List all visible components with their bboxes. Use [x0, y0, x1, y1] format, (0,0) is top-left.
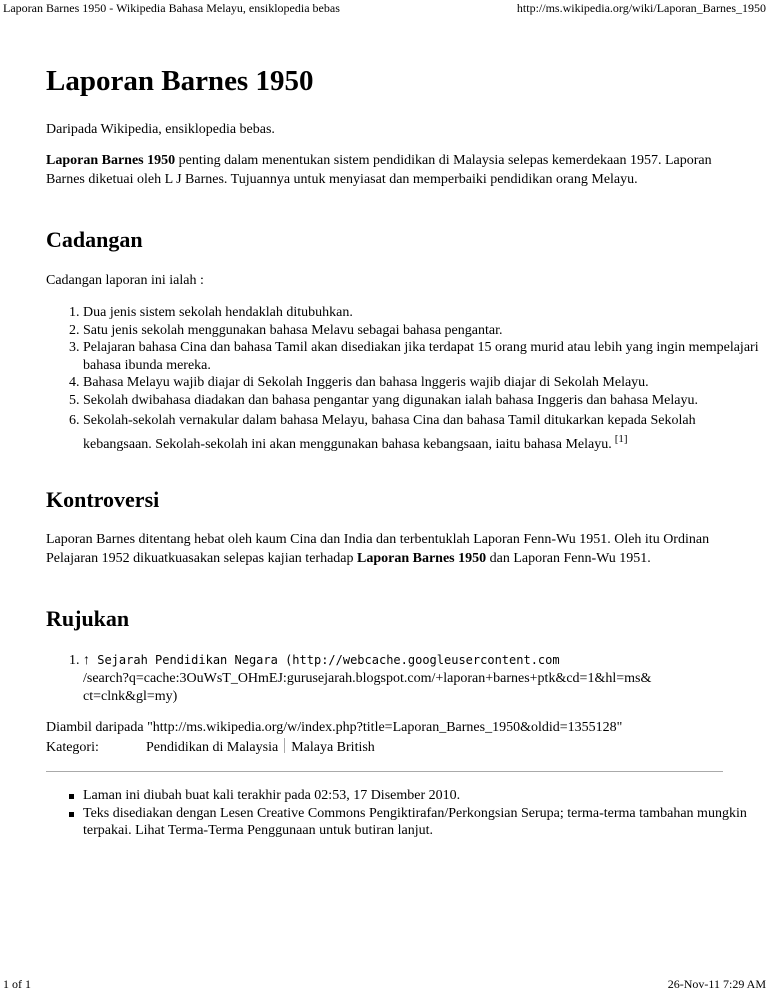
reference-backlink[interactable]: ↑ — [83, 653, 90, 668]
reference-list — [46, 651, 763, 706]
section-heading-rujukan: Rujukan — [46, 606, 130, 631]
reference-url-line: /search?q=cache:3OuWsT_OHmEJ:gurusejarah.blogspot.com/+laporan+barnes+ptk&cd=1&hl=ms& — [83, 671, 652, 686]
retrieved-from: Diambil daripada "http://ms.wikipedia.org/w/index.php?title=Laporan_Barnes_1950&oldid=1355128" — [46, 720, 623, 735]
kontroversi-text-a: Laporan Barnes ditentang hebat oleh kaum Cina dan India dan terbentuklah Laporan Fenn-Wu 1951. Oleh itu Ordinan Pelajaran 1952 dikuatkuasakan selepas kajian terhadap — [46, 532, 710, 566]
print-footer-page: 1 of 1 — [3, 977, 31, 991]
page-title: Laporan Barnes 1950 — [46, 65, 314, 97]
category-link[interactable]: Pendidikan di Malaysia — [146, 740, 279, 755]
category-bar — [46, 738, 375, 757]
citation-link[interactable]: [1] — [614, 433, 628, 445]
intro-bold-term: Laporan Barnes 1950 — [46, 153, 176, 168]
list-item — [83, 304, 763, 322]
list-item-text: Sekolah dwibahasa diadakan dan bahasa pengantar yang digunakan ialah bahasa Inggeris dan bahasa Melayu. — [83, 392, 698, 408]
print-footer-datetime: 26-Nov-11 7:29 AM — [667, 977, 766, 991]
list-item-text: Sekolah-sekolah vernakular dalam bahasa Melayu, bahasa Cina dan bahasa Tamil ditukarkan kepada Sekolah kebangsaan. Sekolah-sekolah ini akan menggunakan bahasa kebangsaan, iaitu bahasa Melayu. — [83, 413, 696, 452]
list-item — [83, 339, 763, 374]
list-item — [83, 409, 763, 457]
kontroversi-paragraph — [46, 530, 736, 568]
intro-paragraph — [46, 151, 736, 189]
list-item-text: Pelajaran bahasa Cina dan bahasa Tamil akan disediakan jika terdapat 15 orang murid atau lebih yang ingin mempelajari bahasa ibunda mereka. — [83, 340, 759, 373]
kontroversi-text-b: dan Laporan Fenn-Wu 1951. — [486, 551, 651, 566]
list-item-text: Bahasa Melayu wajib diajar di Sekolah Inggeris dan bahasa lnggeris wajib diajar di Sekolah Melayu. — [83, 375, 649, 390]
reference-title[interactable]: Sejarah Pendidikan Negara (http://webcache.googleusercontent.com — [90, 653, 560, 667]
footer-note — [83, 805, 763, 840]
kontroversi-bold-term: Laporan Barnes 1950 — [357, 551, 487, 566]
reference-item — [83, 651, 763, 706]
footer-note — [83, 787, 763, 805]
footer-note-text: Teks disediakan dengan Lesen Creative Commons Pengiktirafan/Perkongsian Serupa; terma-terma tambahan mungkin terpakai. Lihat Terma-Terma Penggunaan untuk butiran lanjut. — [83, 805, 747, 838]
section-heading-cadangan: Cadangan — [46, 227, 143, 252]
list-item-text: Dua jenis sistem sekolah hendaklah ditubuhkan. — [83, 305, 353, 320]
cadangan-list — [46, 304, 763, 457]
print-header-url: http://ms.wikipedia.org/wiki/Laporan_Barnes_1950 — [516, 1, 766, 15]
category-label: Kategori: — [46, 740, 99, 755]
site-subtitle: Daripada Wikipedia, ensiklopedia bebas. — [46, 122, 275, 137]
footer-note-text: Laman ini diubah buat kali terakhir pada 02:53, 17 Disember 2010. — [83, 788, 461, 803]
footer-divider — [46, 771, 723, 772]
list-item-text: Satu jenis sekolah menggunakan bahasa Melavu sebagai bahasa pengantar. — [83, 322, 503, 338]
footer-notes — [46, 787, 763, 840]
cadangan-lead: Cadangan laporan ini ialah : — [46, 273, 204, 288]
reference-url-line: ct=clnk&gl=my) — [83, 689, 178, 704]
list-item — [83, 392, 763, 410]
list-item — [83, 374, 763, 392]
intro-text: penting dalam menentukan sistem pendidikan di Malaysia selepas kemerdekaan 1957. Laporan Barnes diketuai oleh L J Barnes. Tujuannya untuk menyiasat dan memperbaiki pendidikan orang Melayu. — [46, 153, 712, 187]
print-header-title: Laporan Barnes 1950 - Wikipedia Bahasa Melayu, ensiklopedia bebas — [3, 1, 340, 15]
list-item — [83, 322, 763, 340]
section-heading-kontroversi: Kontroversi — [46, 487, 160, 512]
category-divider — [284, 738, 285, 753]
category-link[interactable]: Malaya British — [291, 740, 375, 755]
